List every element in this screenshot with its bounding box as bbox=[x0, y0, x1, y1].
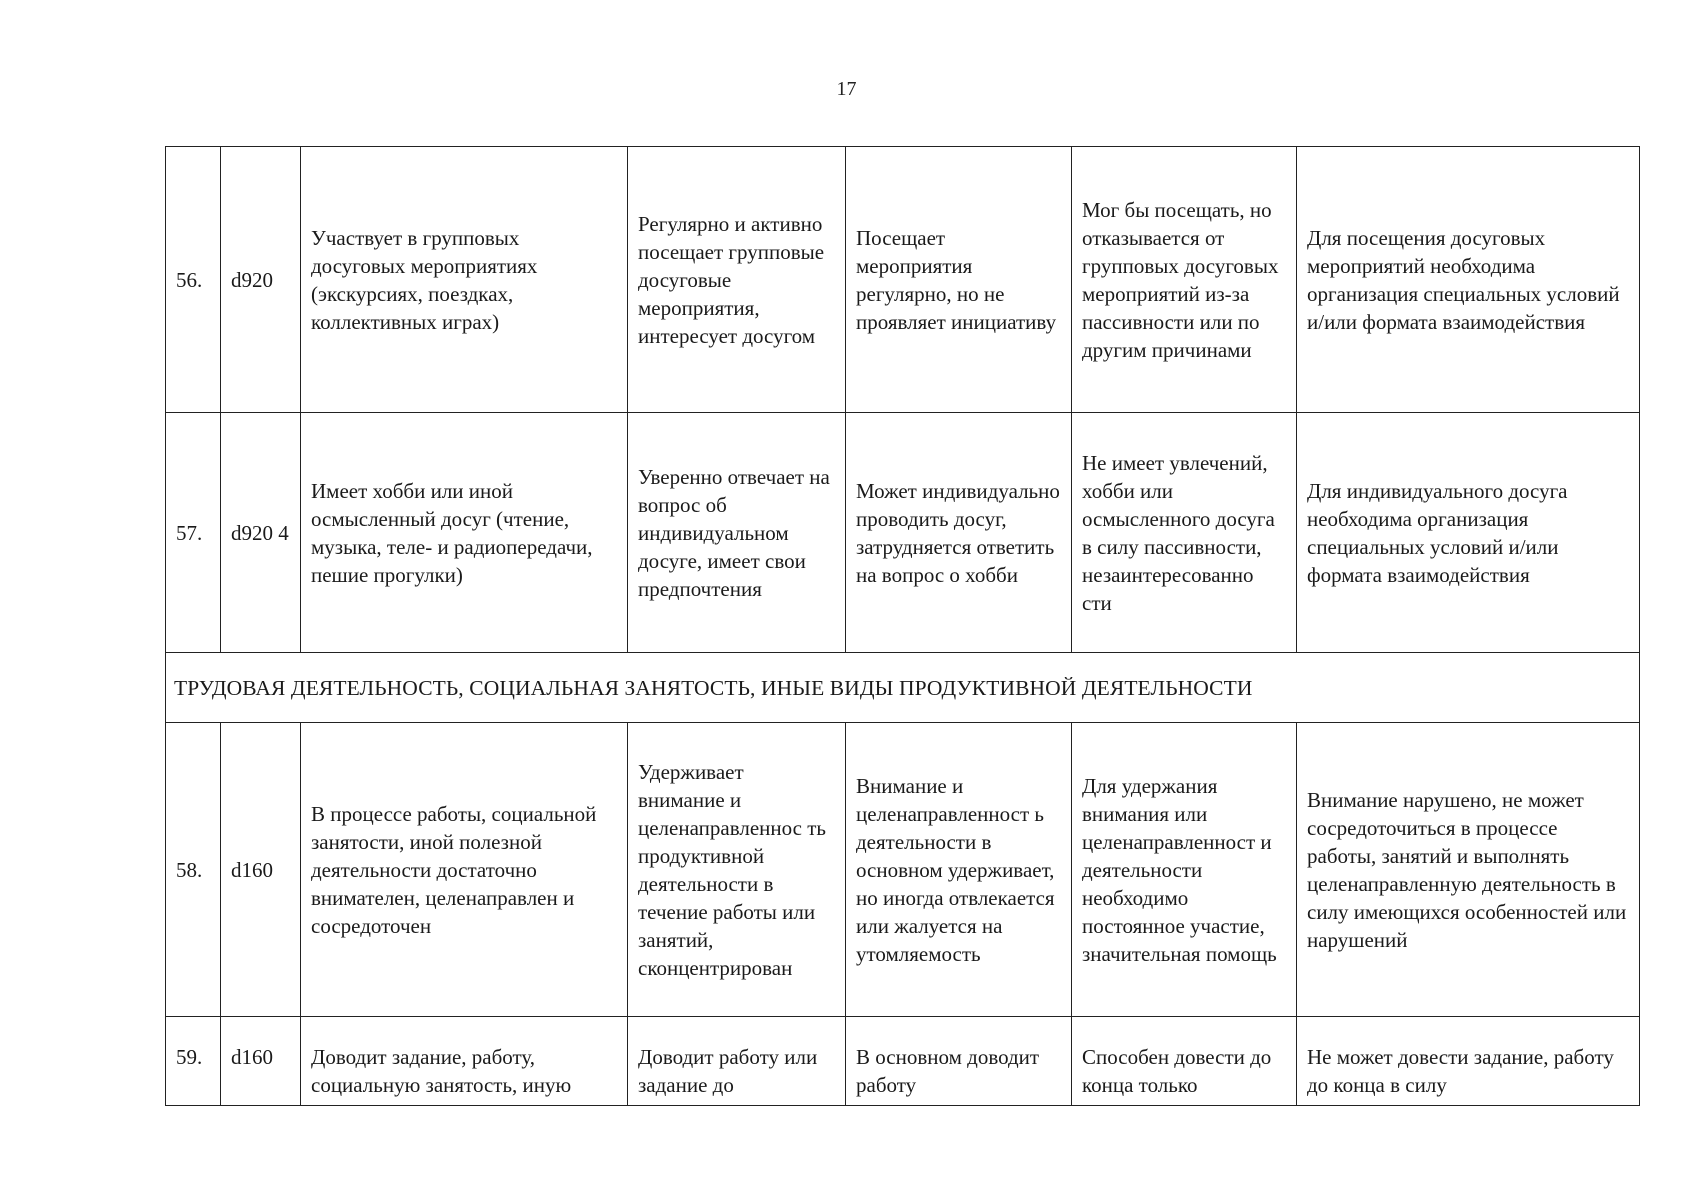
row-number: 58. bbox=[166, 723, 221, 1017]
cell-text: В основном доводит работу bbox=[856, 1045, 1040, 1097]
table-row bbox=[166, 413, 1640, 653]
row-level-2: Внимание и целенаправленност ь деятельности в основном удерживает, но иногда отвлекается или жалуется на утомляемость bbox=[846, 723, 1072, 1017]
table-row bbox=[166, 1017, 1640, 1106]
section-title: ТРУДОВАЯ ДЕЯТЕЛЬНОСТЬ, СОЦИАЛЬНАЯ ЗАНЯТОСТЬ, ИНЫЕ ВИДЫ ПРОДУКТИВНОЙ ДЕЯТЕЛЬНОСТИ bbox=[166, 653, 1640, 723]
table-row bbox=[166, 723, 1640, 1017]
section-header-row bbox=[166, 653, 1640, 723]
row-level-4: Для посещения досуговых мероприятий необходима организация специальных условий и/или формата взаимодействия bbox=[1297, 147, 1640, 413]
row-description: Участвует в групповых досуговых мероприятиях (экскурсиях, поездках, коллективных играх) bbox=[301, 147, 628, 413]
row-code: d920 4 bbox=[221, 413, 301, 653]
row-code bbox=[221, 1017, 301, 1106]
row-level-2 bbox=[846, 1017, 1072, 1106]
row-code: d920 bbox=[221, 147, 301, 413]
row-level-3: Для удержания внимания или целенаправленност и деятельности необходимо постоянное участие, значительная помощь bbox=[1072, 723, 1297, 1017]
row-level-4: Внимание нарушено, не может сосредоточиться в процессе работы, занятий и выполнять целенаправленную деятельность в силу имеющихся особенностей или нарушений bbox=[1297, 723, 1640, 1017]
row-level-1: Уверенно отвечает на вопрос об индивидуальном досуге, имеет свои предпочтения bbox=[628, 413, 846, 653]
row-level-3: Не имеет увлечений, хобби или осмысленного досуга в силу пассивности, незаинтересованно сти bbox=[1072, 413, 1297, 653]
table-row bbox=[166, 147, 1640, 413]
cell-text: Не может довести задание, работу до конца в силу bbox=[1307, 1045, 1614, 1097]
cell-text: Способен довести до конца только bbox=[1082, 1045, 1272, 1097]
cell-text: d160 bbox=[231, 1045, 273, 1069]
row-level-2: Может индивидуально проводить досуг, затрудняется ответить на вопрос о хобби bbox=[846, 413, 1072, 653]
cell-text: Доводит работу или задание до bbox=[638, 1045, 818, 1097]
page-number: 17 bbox=[836, 78, 857, 100]
row-description bbox=[301, 1017, 628, 1106]
row-level-1: Регулярно и активно посещает групповые досуговые мероприятия, интересует досугом bbox=[628, 147, 846, 413]
assessment-table bbox=[165, 146, 1640, 1106]
row-level-3 bbox=[1072, 1017, 1297, 1106]
row-description: Имеет хобби или иной осмысленный досуг (чтение, музыка, теле- и радиопередачи, пешие прогулки) bbox=[301, 413, 628, 653]
row-level-3: Мог бы посещать, но отказывается от групповых досуговых мероприятий из-за пассивности или по другим причинами bbox=[1072, 147, 1297, 413]
cell-text: 59. bbox=[176, 1045, 203, 1069]
row-level-1: Удерживает внимание и целенаправленнос ть продуктивной деятельности в течение работы или занятий, сконцентрирован bbox=[628, 723, 846, 1017]
row-level-4: Для индивидуального досуга необходима организация специальных условий и/или формата взаимодействия bbox=[1297, 413, 1640, 653]
row-level-2: Посещает мероприятия регулярно, но не проявляет инициативу bbox=[846, 147, 1072, 413]
row-number bbox=[166, 1017, 221, 1106]
cell-text: Доводит задание, работу, социальную занятость, иную bbox=[311, 1045, 572, 1097]
row-number: 56. bbox=[166, 147, 221, 413]
row-code: d160 bbox=[221, 723, 301, 1017]
row-level-1 bbox=[628, 1017, 846, 1106]
row-number: 57. bbox=[166, 413, 221, 653]
row-description: В процессе работы, социальной занятости, иной полезной деятельности достаточно внимателен, целенаправлен и сосредоточен bbox=[301, 723, 628, 1017]
row-level-4 bbox=[1297, 1017, 1640, 1106]
